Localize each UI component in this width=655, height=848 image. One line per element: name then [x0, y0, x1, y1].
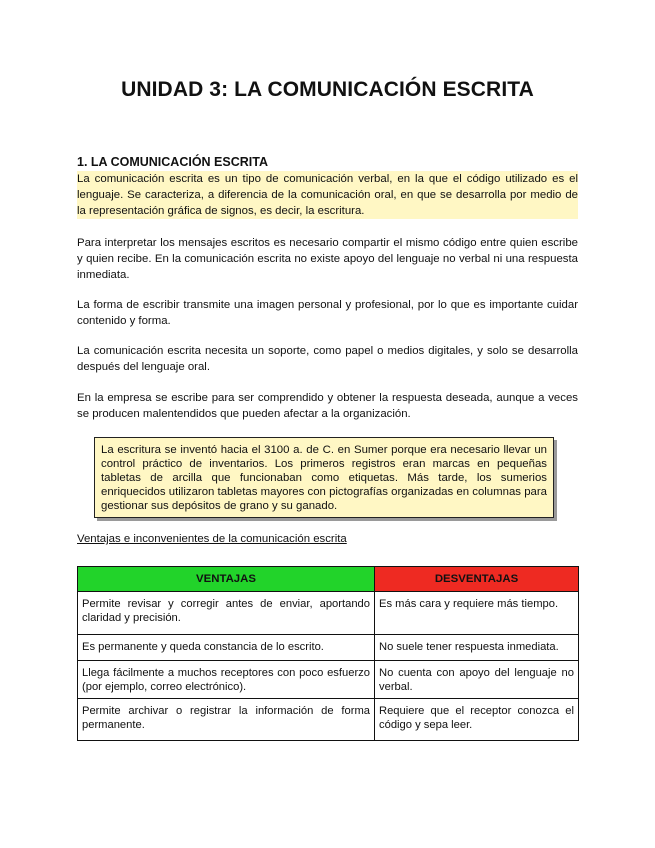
- header-desventajas: DESVENTAJAS: [375, 567, 579, 592]
- history-callout-box: La escritura se inventó hacia el 3100 a. de C. en Sumer porque era necesario llevar un control práctico de inventarios. Los primeros registros eran marcas en pequeñas tabletas de arcilla que funcionaban como etiquetas. Más tarde, los sumerios enriquecidos utilizaron tabletas mayores con pictografías organizadas en columnas para gestionar sus depósitos de grano y su ganado.: [94, 437, 554, 518]
- cell-desventaja: Requiere que el receptor conozca el código y sepa leer.: [375, 699, 579, 741]
- table-caption: Ventajas e inconvenientes de la comunicación escrita: [77, 533, 347, 545]
- paragraph-definition: La comunicación escrita es un tipo de comunicación verbal, en la que el código utilizado es el lenguaje. Se caracteriza, a diferencia de la comunicación oral, en que se desarrolla por medio de la representación gráfica de signos, es decir, la escritura.: [77, 173, 578, 217]
- cell-desventaja: Es más cara y requiere más tiempo.: [375, 592, 579, 635]
- paragraph-interpretation: Para interpretar los mensajes escritos es necesario compartir el mismo código entre quien escribe y quien recibe. En la comunicación escrita no existe apoyo del lenguaje no verbal ni una respuesta inmediata.: [77, 237, 578, 281]
- table-row: [78, 661, 579, 699]
- cell-ventaja: Es permanente y queda constancia de lo escrito.: [78, 635, 375, 661]
- advantages-table: [77, 566, 579, 741]
- table-row: [78, 592, 579, 635]
- cell-desventaja: No suele tener respuesta inmediata.: [375, 635, 579, 661]
- table-row: [78, 635, 579, 661]
- section-heading: 1. LA COMUNICACIÓN ESCRITA: [77, 155, 268, 169]
- paragraph-image: La forma de escribir transmite una imagen personal y profesional, por lo que es importante cuidar contenido y forma.: [77, 299, 578, 327]
- page-title: UNIDAD 3: LA COMUNICACIÓN ESCRITA: [121, 78, 534, 101]
- header-ventajas: VENTAJAS: [78, 567, 375, 592]
- table-row: [78, 699, 579, 741]
- cell-desventaja: No cuenta con apoyo del lenguaje no verbal.: [375, 661, 579, 699]
- cell-ventaja: Llega fácilmente a muchos receptores con poco esfuerzo (por ejemplo, correo electrónico).: [78, 661, 375, 699]
- cell-ventaja: Permite archivar o registrar la información de forma permanente.: [78, 699, 375, 741]
- paragraph-support: La comunicación escrita necesita un soporte, como papel o medios digitales, y solo se desarrolla después del lenguaje oral.: [77, 345, 578, 373]
- table-header-row: [78, 567, 579, 592]
- paragraph-business: En la empresa se escribe para ser comprendido y obtener la respuesta deseada, aunque a veces se producen malentendidos que pueden afectar a la organización.: [77, 392, 578, 420]
- cell-ventaja: Permite revisar y corregir antes de enviar, aportando claridad y precisión.: [78, 592, 375, 635]
